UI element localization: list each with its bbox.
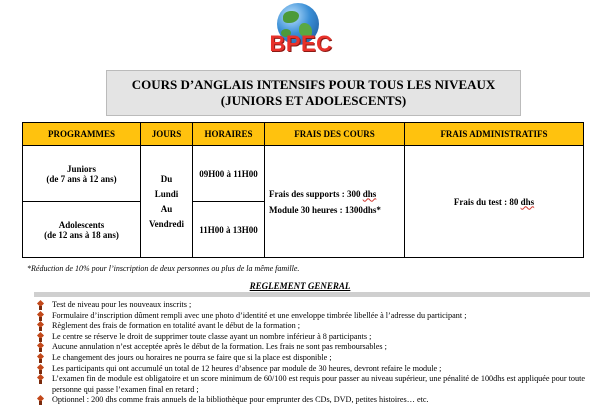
list-item: Le centre se réserve le droit de supprimer toute classe ayant un nombre inférieur à 8 participants ;: [34, 332, 590, 343]
reglement-list: [34, 300, 590, 406]
reglement-title: REGLEMENT GENERAL: [249, 281, 351, 291]
pin-bullet-icon: [36, 333, 45, 342]
programme-juniors-name: Juniors: [66, 163, 96, 174]
reglement-divider: [34, 292, 590, 297]
programme-juniors: [23, 146, 141, 202]
list-item: L’examen fin de module est obligatoire et un score minimum de 60/100 est requis pour passer au niveau supérieur, une pénalité de 100dhs est appliquée pour toute personne qui passe l’examen final en retard ;: [34, 374, 590, 395]
pin-bullet-icon: [36, 343, 45, 352]
page-title: [106, 70, 521, 116]
brand-name: BPEC: [269, 31, 333, 56]
header-horaires: HORAIRES: [193, 123, 265, 146]
jours-du: Du: [160, 174, 173, 184]
discount-note: *Réduction de 10% pour l’inscription de deux personnes ou plus de la même famille.: [27, 264, 300, 273]
pin-bullet-icon: [36, 322, 45, 331]
title-line-2: (JUNIORS ET ADOLESCENTS): [220, 93, 407, 108]
frais-administratifs-cell: [405, 146, 584, 258]
list-item: Optionnel : 200 dhs comme frais annuels de la bibliothèque pour emprunter des CDs, DVD, petites histoires… etc.: [34, 395, 590, 406]
frais-supports: Frais des supports : 300 dhs: [269, 188, 377, 199]
list-item: Formulaire d’inscription dûment rempli avec une photo d’identité et une enveloppe timbrée libellée à l’adresse du participant ;: [34, 311, 590, 322]
list-item: Les participants qui ont accumulé un total de 12 heures d’absence par module de 30 heures, devront refaire le module ;: [34, 364, 590, 375]
jours-cell: [141, 146, 193, 258]
frais-cours-cell: [265, 146, 405, 258]
bpec-logo: [262, 3, 340, 63]
programme-juniors-ages: (de 7 ans à 12 ans): [46, 173, 117, 184]
table-row-juniors: [23, 146, 584, 202]
pin-bullet-icon: [36, 396, 45, 405]
pin-bullet-icon: [36, 375, 45, 384]
list-item: Règlement des frais de formation en totalité avant le début de la formation ;: [34, 321, 590, 332]
jours-lundi: Lundi: [154, 189, 179, 199]
pin-bullet-icon: [36, 312, 45, 321]
horaire-juniors: 09H00 à 11H00: [193, 146, 265, 202]
pin-bullet-icon: [36, 354, 45, 363]
programme-adolescents-ages: (de 12 ans à 18 ans): [44, 229, 119, 240]
header-frais-cours: FRAIS DES COURS: [265, 123, 405, 146]
horaire-adolescents: 11H00 à 13H00: [193, 202, 265, 258]
list-item: Aucune annulation n’est acceptée après le début de la formation. Les frais ne sont pas remboursables ;: [34, 342, 590, 353]
jours-au: Au: [160, 204, 173, 214]
pin-bullet-icon: [36, 301, 45, 310]
courses-table: [22, 122, 584, 258]
list-item: Le changement des jours ou horaires ne pourra se faire que si la place est disponible ;: [34, 353, 590, 364]
programme-adolescents-name: Adolescents: [58, 219, 105, 230]
header-programmes: PROGRAMMES: [23, 123, 141, 146]
programme-adolescents: [23, 202, 141, 258]
header-frais-administratifs: FRAIS ADMINISTRATIFS: [405, 123, 584, 146]
list-item: Test de niveau pour les nouveaux inscrits ;: [34, 300, 590, 311]
table-header-row: [23, 123, 584, 146]
frais-module: Module 30 heures : 1300dhs*: [269, 204, 381, 215]
header-jours: JOURS: [141, 123, 193, 146]
title-line-1: COURS D’ANGLAIS INTENSIFS POUR TOUS LES NIVEAUX: [131, 77, 496, 92]
frais-test: Frais du test : 80 dhs: [453, 196, 535, 207]
pin-bullet-icon: [36, 365, 45, 374]
jours-vendredi: Vendredi: [148, 219, 184, 229]
